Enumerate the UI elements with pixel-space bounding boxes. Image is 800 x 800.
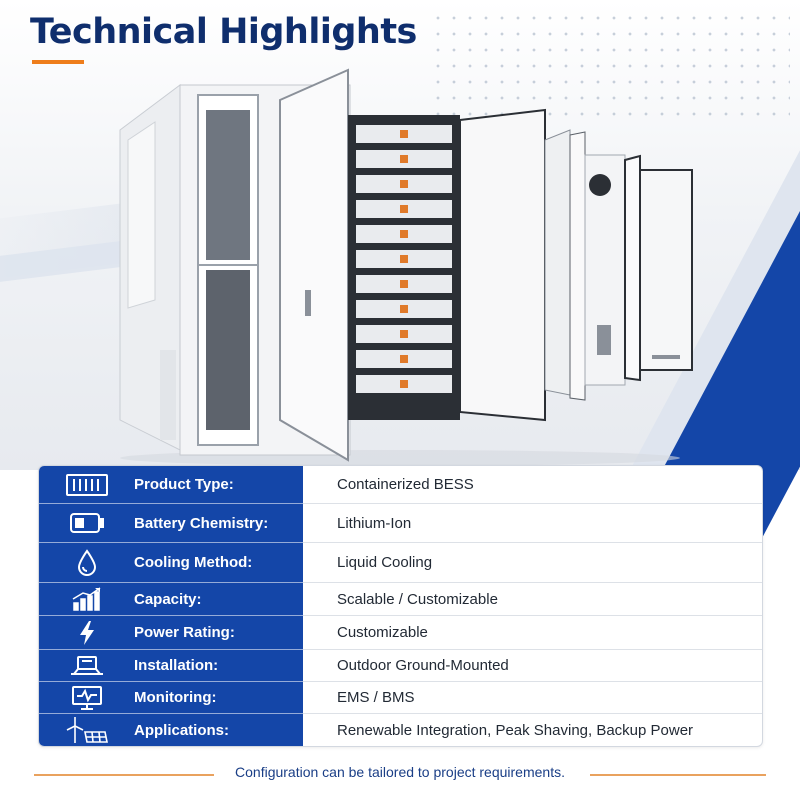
spec-label-cell [39, 542, 303, 582]
spec-label-cell [39, 649, 303, 681]
spec-value: Liquid Cooling [303, 542, 762, 582]
spec-value: EMS / BMS [303, 681, 762, 713]
footer-note: Configuration can be tailored to project requirements. [235, 764, 565, 780]
bess-container-illustration [100, 60, 700, 465]
spec-label: Monitoring: [134, 689, 217, 706]
spec-label: Battery Chemistry: [134, 514, 269, 532]
title-underline [32, 60, 84, 64]
spec-row [39, 582, 762, 615]
spec-label-cell [39, 713, 303, 746]
page-title: Technical Highlights [30, 12, 417, 52]
spec-label: Installation: [134, 657, 219, 674]
spec-row [39, 503, 762, 542]
spec-label: Power Rating: [134, 624, 235, 641]
spec-label: Cooling Method: [134, 554, 253, 571]
spec-row [39, 466, 762, 503]
wind-solar-icon [39, 714, 134, 746]
spec-row [39, 649, 762, 681]
spec-value: Outdoor Ground-Mounted [303, 649, 762, 681]
ground-mount-icon [39, 650, 134, 681]
battery-icon [39, 504, 134, 542]
spec-label-cell [39, 615, 303, 649]
spec-label-cell [39, 503, 303, 542]
spec-value: Lithium-Ion [303, 503, 762, 542]
water-drop-icon [39, 543, 134, 582]
growth-chart-icon [39, 583, 134, 615]
spec-value: Containerized BESS [337, 476, 474, 493]
lightning-bolt-icon [39, 616, 134, 649]
spec-label-cell [39, 681, 303, 713]
spec-value: Renewable Integration, Peak Shaving, Backup Power [303, 713, 762, 746]
spec-label: Capacity: [134, 590, 202, 608]
monitor-pulse-icon [39, 682, 134, 713]
spec-label-cell [39, 582, 303, 615]
battery-modules [356, 125, 452, 393]
spec-table [38, 465, 763, 747]
container-icon [39, 466, 134, 503]
spec-row [39, 542, 762, 582]
spec-row [39, 681, 762, 713]
spec-row [39, 713, 762, 746]
spec-label-cell [39, 466, 303, 503]
spec-value: Customizable [303, 615, 762, 649]
spec-label: Applications: [134, 721, 230, 739]
spec-row [39, 615, 762, 649]
spec-label: Product Type: [134, 476, 234, 493]
spec-value: Scalable / Customizable [303, 582, 762, 615]
